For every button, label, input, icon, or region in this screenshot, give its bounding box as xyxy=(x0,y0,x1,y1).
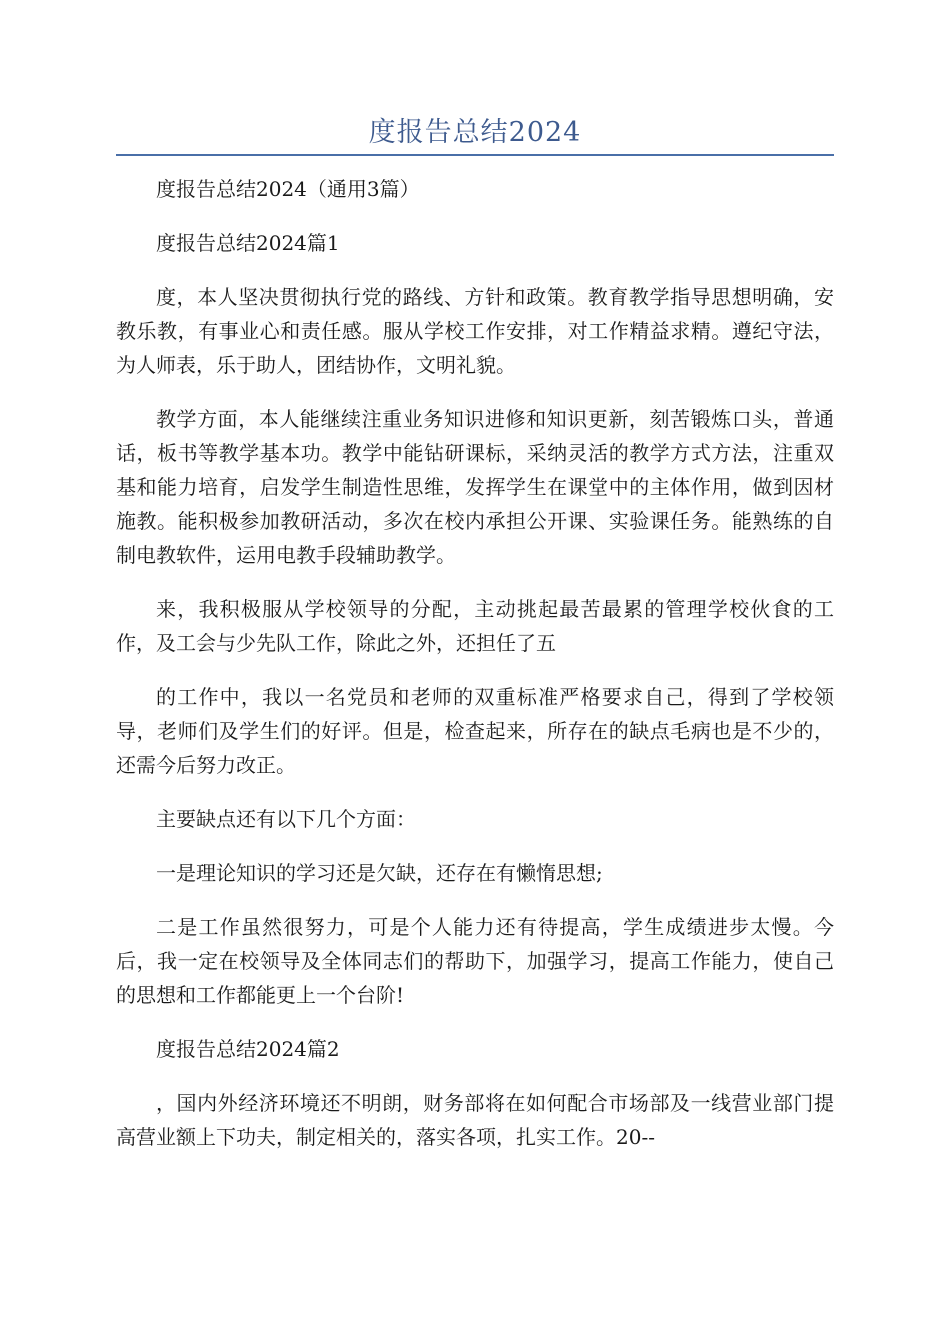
section-heading-2: 度报告总结2024篇2 xyxy=(156,1037,340,1061)
section-heading-1: 度报告总结2024篇1 xyxy=(156,231,340,255)
body-paragraph: 主要缺点还有以下几个方面： xyxy=(156,807,416,831)
document-title: 度报告总结2024 xyxy=(368,117,582,148)
body-paragraph: 一是理论知识的学习还是欠缺，还存在有懒惰思想; xyxy=(156,861,603,885)
body-paragraph: 二是工作虽然很努力，可是个人能力还有待提高，学生成绩进步太慢。今后，我一定在校领导及全体同志们的帮助下，加强学习，提高工作能力，使自己的思想和工作都能更上一个台阶! xyxy=(116,915,834,1007)
body-paragraph: 的工作中，我以一名党员和老师的双重标准严格要求自己，得到了学校领导，老师们及学生们的好评。但是，检查起来，所存在的缺点毛病也是不少的，还需今后努力改正。 xyxy=(116,685,834,777)
body-paragraph: 来，我积极服从学校领导的分配，主动挑起最苦最累的管理学校伙食的工作，及工会与少先队工作，除此之外，还担任了五 xyxy=(116,597,834,655)
body-paragraph: ，国内外经济环境还不明朗，财务部将在如何配合市场部及一线营业部门提高营业额上下功夫，制定相关的，落实各项，扎实工作。20-- xyxy=(116,1091,834,1149)
title-underline xyxy=(116,154,834,156)
document-body xyxy=(116,172,834,1174)
body-paragraph: 度，本人坚决贯彻执行党的路线、方针和政策。教育教学指导思想明确，安教乐教，有事业心和责任感。服从学校工作安排，对工作精益求精。遵纪守法，为人师表，乐于助人，团结协作，文明礼貌。 xyxy=(116,285,834,377)
subtitle-paragraph: 度报告总结2024（通用3篇） xyxy=(156,177,420,201)
body-paragraph: 教学方面，本人能继续注重业务知识进修和知识更新，刻苦锻炼口头，普通话，板书等教学基本功。教学中能钻研课标，采纳灵活的教学方式方法，注重双基和能力培育，启发学生制造性思维，发挥学生在课堂中的主体作用，做到因材施教。能积极参加教研活动，多次在校内承担公开课、实验课任务。能熟练的自制电教软件，运用电教手段辅助教学。 xyxy=(116,407,834,567)
